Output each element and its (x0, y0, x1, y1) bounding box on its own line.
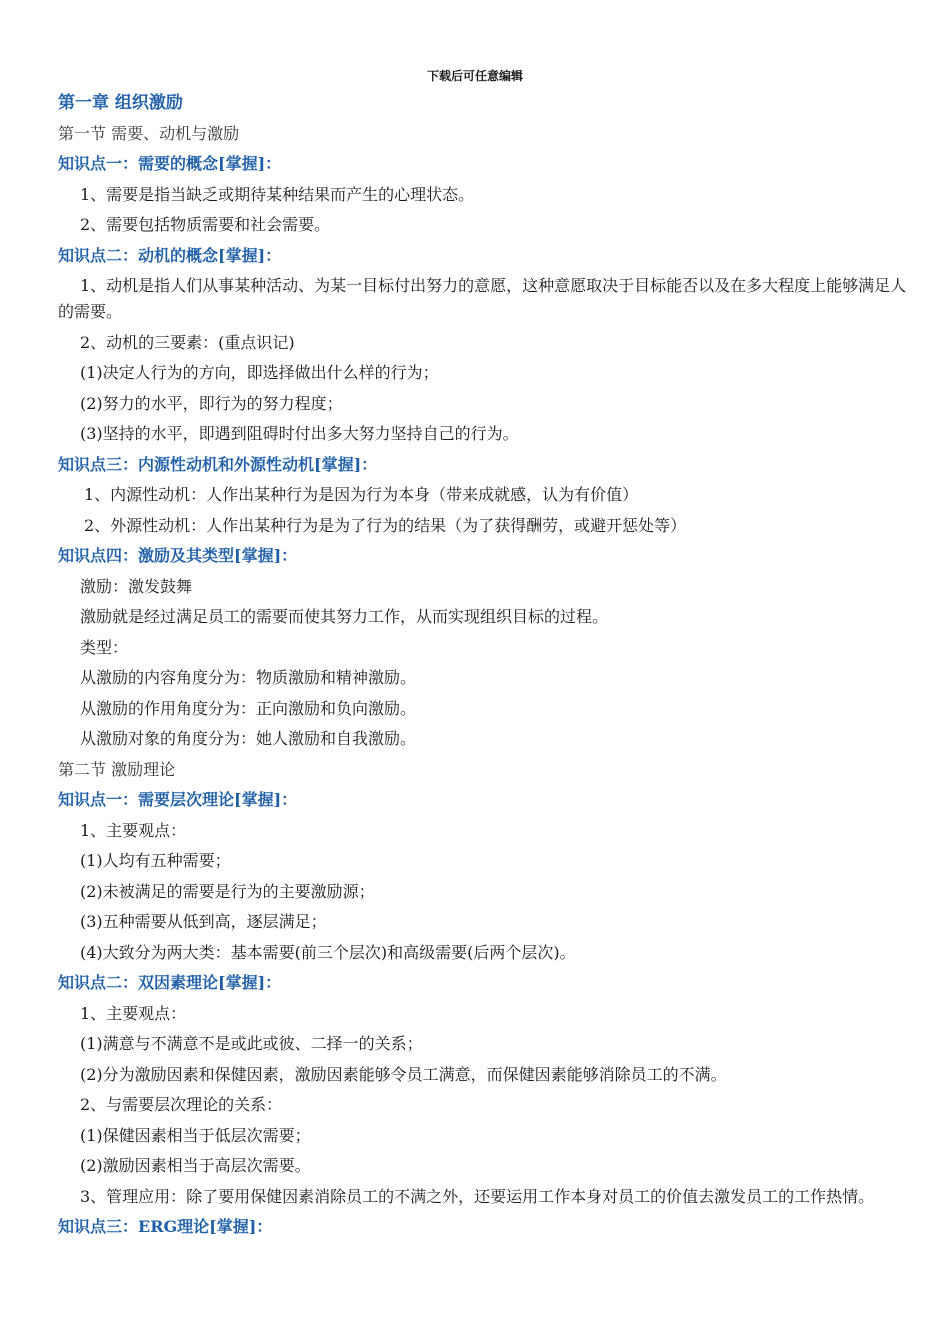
list-item: 从激励对象的角度分为：她人激励和自我激励。 (80, 729, 417, 748)
knowledge-point-heading: 知识点二：双因素理论[掌握]： (58, 973, 282, 992)
list-item: (1)决定人行为的方向，即选择做出什么样的行为； (80, 363, 439, 382)
list-item: (1)人均有五种需要； (80, 851, 231, 870)
paragraph: 1、需要是指当缺乏或期待某种结果而产生的心理状态。 (80, 184, 475, 204)
knowledge-point-heading: 知识点三：内源性动机和外源性动机[掌握]： (58, 454, 378, 474)
list-item: 从激励的内容角度分为：物质激励和精神激励。 (80, 668, 417, 687)
knowledge-point-heading: 知识点一：需要层次理论[掌握]： (58, 790, 298, 809)
list-item: (1)保健因素相当于低层次需要； (80, 1125, 311, 1145)
list-item: (4)大致分为两大类：基本需要(前三个层次)和高级需要(后两个层次)。 (80, 942, 576, 962)
paragraph: 3、管理应用：除了要用保健因素消除员工的不满之外，还要运用工作本身对员工的价值去激发员工的工作热情。 (80, 1186, 875, 1206)
paragraph: 2、动机的三要素：(重点识记) (80, 332, 295, 352)
paragraph: 2、需要包括物质需要和社会需要。 (80, 215, 331, 234)
section-title: 第二节 激励理论 (58, 759, 176, 779)
paragraph: 1、内源性动机：人作出某种行为是因为行为本身（带来成就感，认为有价值） (84, 485, 639, 504)
knowledge-point-heading: 知识点二：动机的概念[掌握]： (58, 245, 282, 265)
list-item: (3)五种需要从低到高，逐层满足； (80, 912, 327, 931)
paragraph: 1、主要观点： (80, 820, 187, 840)
list-item: (2)未被满足的需要是行为的主要激励源； (80, 881, 375, 901)
document-body (58, 90, 908, 1245)
knowledge-point-heading: 知识点三：ERG理论[掌握]： (58, 1217, 273, 1236)
list-item: (2)分为激励因素和保健因素，激励因素能够令员工满意，而保健因素能够消除员工的不满。 (80, 1064, 727, 1084)
paragraph: 1、主要观点： (80, 1003, 187, 1023)
list-item: (3)坚持的水平，即遇到阻碍时付出多大努力坚持自己的行为。 (80, 424, 519, 443)
paragraph: 类型： (80, 637, 129, 657)
list-item: (2)激励因素相当于高层次需要。 (80, 1156, 311, 1175)
knowledge-point-heading: 知识点一：需要的概念[掌握]： (58, 154, 282, 173)
section-title: 第一节 需要、动机与激励 (58, 123, 240, 143)
paragraph: 1、动机是指人们从事某种活动、为某一目标付出努力的意愿，这种意愿取决于目标能否以及在多大程度上能够满足人的需要。 (58, 276, 907, 321)
page-header: 下载后可任意编辑 (426, 69, 523, 83)
chapter-title: 第一章 组织激励 (58, 93, 183, 113)
list-item: (1)满意与不满意不是或此或彼、二择一的关系； (80, 1034, 423, 1053)
list-item: 从激励的作用角度分为：正向激励和负向激励。 (80, 698, 417, 718)
list-item: (2)努力的水平，即行为的努力程度； (80, 393, 343, 413)
paragraph: 激励就是经过满足员工的需要而使其努力工作，从而实现组织目标的过程。 (80, 607, 609, 626)
paragraph: 2、与需要层次理论的关系： (80, 1095, 283, 1114)
paragraph: 2、外源性动机：人作出某种行为是为了行为的结果（为了获得酬劳，或避开惩处等） (84, 515, 687, 535)
paragraph: 激励：激发鼓舞 (80, 576, 193, 596)
knowledge-point-heading: 知识点四：激励及其类型[掌握]： (58, 546, 298, 565)
